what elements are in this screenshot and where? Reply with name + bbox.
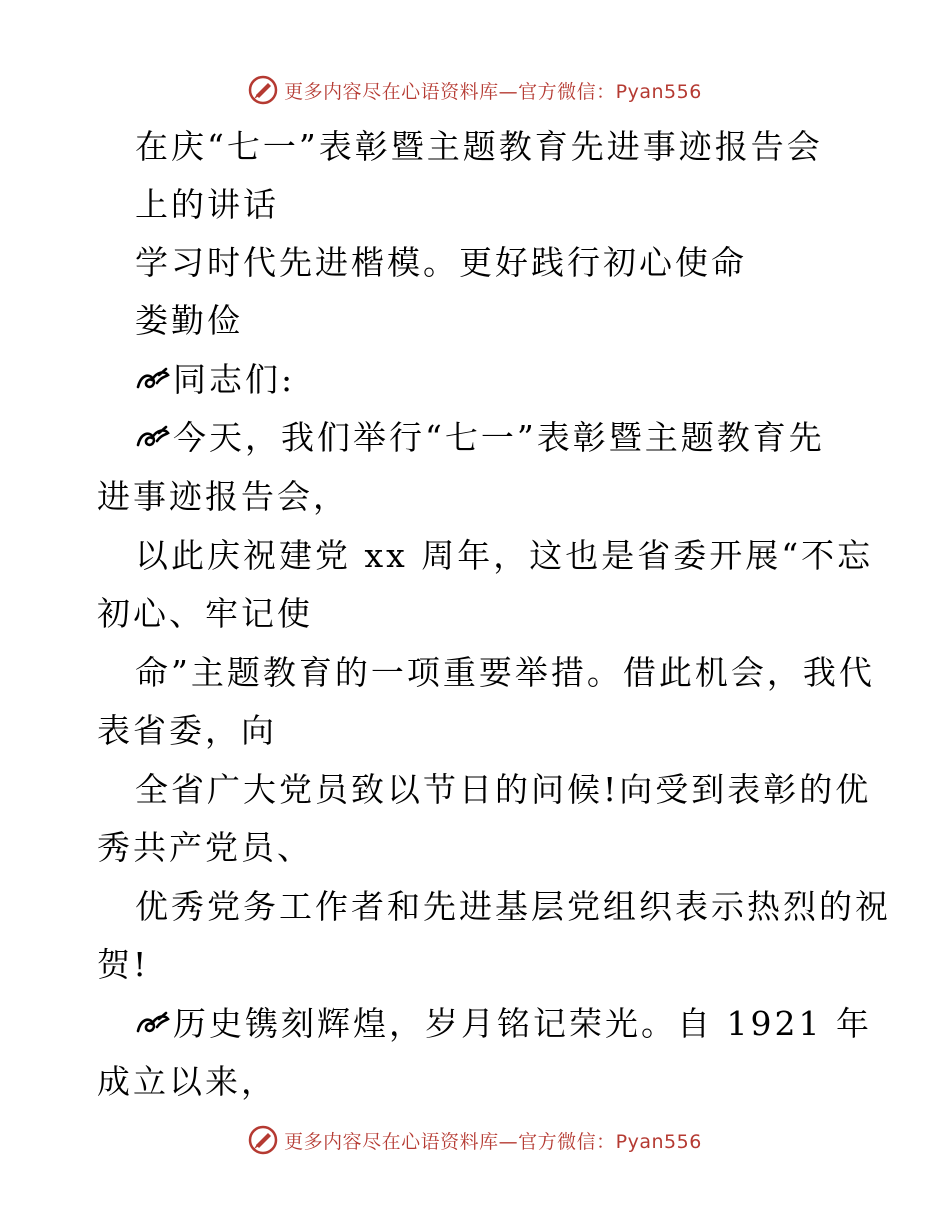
footer-banner-text: 更多内容尽在心语资料库—官方微信：Pyan556 — [284, 1130, 702, 1153]
paragraph-6-text-1: 历史镌刻辉煌，岁月铭记荣光。自 1921 年 — [173, 1004, 872, 1043]
author: 娄勤俭 — [135, 301, 243, 340]
paragraph-1-line-1 — [135, 418, 825, 458]
salutation-line — [135, 360, 295, 400]
paragraph-4-line-2: 秀共产党员、 — [97, 828, 313, 867]
pen-seal-icon — [248, 1125, 278, 1155]
paragraph-1-text-1: 今天，我们举行“七一”表彰暨主题教育先 — [173, 418, 825, 457]
title-line-1: 在庆“七一”表彰暨主题教育先进事迹报告会 — [135, 127, 823, 166]
paragraph-6-line-2: 成立以来， — [97, 1062, 277, 1101]
paragraph-2-line-2: 初心、牢记使 — [97, 594, 313, 633]
footer-banner — [0, 1120, 950, 1160]
header-banner-text: 更多内容尽在心语资料库—官方微信：Pyan556 — [284, 80, 702, 103]
paragraph-6-line-1 — [135, 1004, 872, 1044]
paragraph-ornament-icon — [135, 1009, 171, 1039]
salutation-text: 同志们: — [173, 360, 296, 399]
paragraph-3-line-1: 命”主题教育的一项重要举措。借此机会，我代 — [135, 653, 875, 692]
paragraph-4-line-1: 全省广大党员致以节日的问候!向受到表彰的优 — [135, 770, 872, 809]
pen-seal-icon — [248, 75, 278, 105]
paragraph-ornament-icon — [135, 423, 171, 453]
title-line-2: 上的讲话 — [135, 185, 279, 224]
paragraph-1-line-2: 进事迹报告会， — [97, 477, 349, 516]
paragraph-3-line-2: 表省委，向 — [97, 711, 277, 750]
paragraph-5-line-2: 贺! — [97, 945, 150, 984]
paragraph-ornament-icon — [135, 365, 171, 395]
subtitle: 学习时代先进楷模。更好践行初心使命 — [135, 243, 747, 282]
paragraph-5-line-1: 优秀党务工作者和先进基层党组织表示热烈的祝 — [135, 887, 891, 926]
paragraph-2-line-1: 以此庆祝建党 xx 周年，这也是省委开展“不忘 — [135, 536, 874, 575]
header-banner — [0, 70, 950, 110]
